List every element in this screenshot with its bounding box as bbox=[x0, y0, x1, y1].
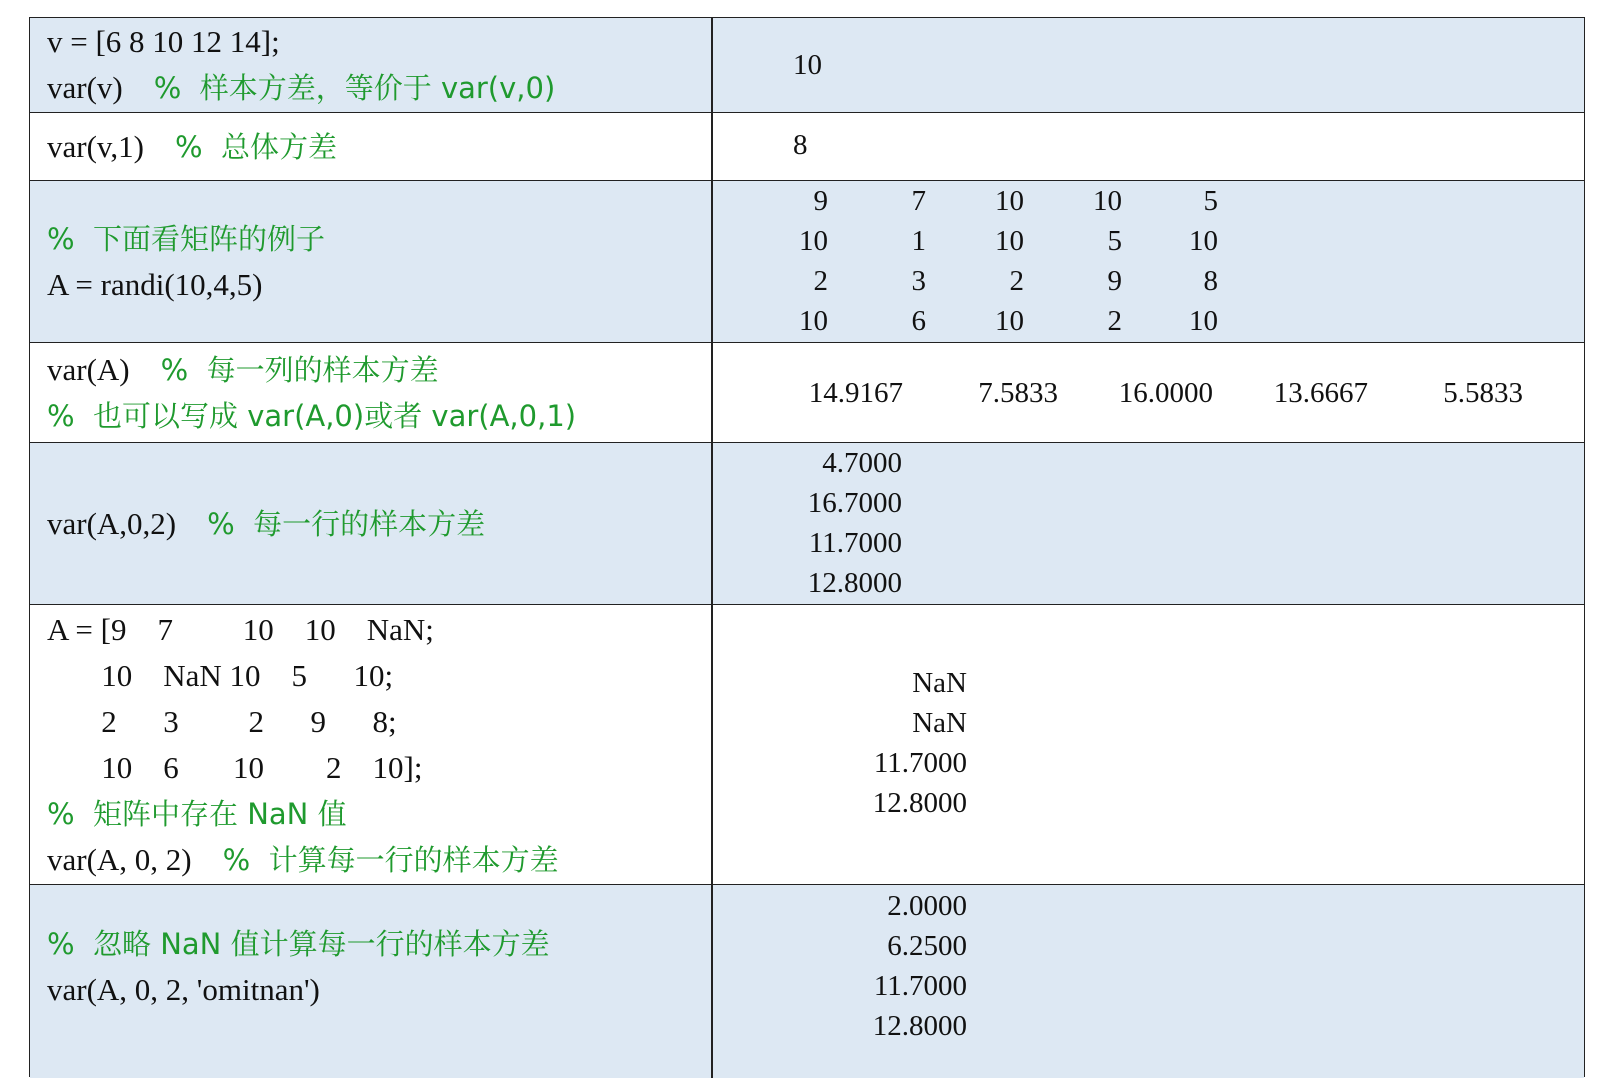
code-comment: % 样本方差，等价于 var(v,0) bbox=[153, 71, 556, 105]
code-line bbox=[47, 921, 550, 967]
table-row bbox=[30, 443, 1584, 605]
matrix-cell: 5 bbox=[1203, 185, 1218, 217]
code-cell bbox=[47, 181, 325, 342]
output-cell bbox=[713, 443, 1584, 604]
output-value: NaN bbox=[912, 667, 967, 699]
matrix-cell: 7 bbox=[911, 185, 926, 217]
matrix-cell: 10 bbox=[995, 185, 1024, 217]
output-value: 12.8000 bbox=[872, 787, 967, 819]
matrix-cell: 5 bbox=[1107, 225, 1122, 257]
matrix-cell: 6 bbox=[911, 305, 926, 337]
matrix-cell: 10 bbox=[799, 225, 828, 257]
matrix-cell: 1 bbox=[911, 225, 926, 257]
code-comment: % 下面看矩阵的例子 bbox=[47, 221, 325, 256]
code-line bbox=[47, 393, 576, 439]
output-cell bbox=[713, 605, 1584, 884]
matrix-cell: 8 bbox=[1203, 265, 1218, 297]
code-line: 10 NaN 10 5 10; bbox=[47, 657, 394, 693]
code-line: var(v,1) % 总体方差 bbox=[47, 128, 337, 164]
code-line: var(A) % 每一列的样本方差 bbox=[47, 351, 439, 387]
code-cell bbox=[47, 885, 550, 1048]
table-row bbox=[30, 181, 1584, 343]
output-value: 14.9167 bbox=[808, 377, 903, 409]
output-value: 6.2500 bbox=[887, 930, 967, 962]
table-row bbox=[30, 18, 1584, 113]
matrix-cell: 2 bbox=[1107, 305, 1122, 337]
matrix-cell: 10 bbox=[799, 305, 828, 337]
code-line: v = [6 8 10 12 14]; bbox=[47, 24, 280, 59]
code-line: 2 3 2 9 8; bbox=[47, 703, 397, 739]
matrix-cell: 3 bbox=[911, 265, 926, 297]
code-cell bbox=[47, 113, 337, 180]
output-cell bbox=[713, 18, 1584, 112]
output-cell bbox=[713, 343, 1584, 442]
output-value: 2.0000 bbox=[887, 890, 967, 922]
code-comment: % 矩阵中存在 NaN 值 bbox=[47, 796, 347, 831]
code-cell bbox=[47, 343, 576, 442]
matrix-cell: 9 bbox=[813, 185, 828, 217]
matrix-cell: 2 bbox=[813, 265, 828, 297]
code-comment: % 忽略 NaN 值计算每一行的样本方差 bbox=[47, 926, 550, 961]
matrix-cell: 9 bbox=[1107, 265, 1122, 297]
table-row bbox=[30, 605, 1584, 885]
output-value: 11.7000 bbox=[873, 970, 967, 1002]
output-cell bbox=[713, 113, 1584, 180]
code-line: var(A, 0, 2) % 计算每一行的样本方差 bbox=[47, 841, 559, 877]
output-value: 10 bbox=[793, 49, 822, 81]
code-comment: % 每一列的样本方差 bbox=[160, 352, 439, 387]
matrix-cell: 10 bbox=[995, 305, 1024, 337]
code-comment: % 计算每一行的样本方差 bbox=[222, 842, 559, 877]
code-output-table bbox=[29, 17, 1585, 1077]
code-line bbox=[47, 216, 325, 262]
output-value: 7.5833 bbox=[978, 377, 1058, 409]
output-value: 16.0000 bbox=[1118, 377, 1213, 409]
output-value: 4.7000 bbox=[822, 447, 902, 479]
table-row bbox=[30, 343, 1584, 443]
output-value: 12.8000 bbox=[872, 1010, 967, 1042]
output-value: 16.7000 bbox=[807, 487, 902, 519]
code-line: var(A,0,2) % 每一行的样本方差 bbox=[47, 505, 486, 541]
matrix-cell: 2 bbox=[1009, 265, 1024, 297]
matrix-cell: 10 bbox=[995, 225, 1024, 257]
code-cell bbox=[47, 443, 485, 604]
table-row bbox=[30, 113, 1584, 181]
code-cell bbox=[47, 605, 559, 884]
output-cell bbox=[713, 885, 1584, 1078]
output-value: 13.6667 bbox=[1273, 377, 1368, 409]
table-row bbox=[30, 885, 1584, 1078]
code-line: var(v) % 样本方差，等价于 var(v,0) bbox=[47, 70, 556, 105]
code-cell bbox=[47, 18, 555, 112]
matrix-cell: 10 bbox=[1189, 225, 1218, 257]
code-line bbox=[47, 791, 559, 837]
code-comment: % 总体方差 bbox=[174, 129, 337, 164]
code-line: A = [9 7 10 10 NaN; bbox=[47, 611, 434, 647]
code-comment: % 也可以写成 var(A,0)或者 var(A,0,1) bbox=[47, 398, 577, 433]
matrix-cell: 10 bbox=[1189, 305, 1218, 337]
output-value: 8 bbox=[793, 129, 808, 161]
output-value: 5.5833 bbox=[1443, 377, 1523, 409]
code-line: 10 6 10 2 10]; bbox=[47, 749, 423, 785]
code-comment: % 每一行的样本方差 bbox=[207, 506, 486, 541]
matrix-cell: 10 bbox=[1093, 185, 1122, 217]
output-value: NaN bbox=[912, 707, 967, 739]
output-value: 11.7000 bbox=[873, 747, 967, 779]
code-line: A = randi(10,4,5) bbox=[47, 266, 263, 302]
output-matrix bbox=[713, 181, 1584, 342]
code-line: var(A, 0, 2, 'omitnan') bbox=[47, 971, 320, 1007]
output-value: 12.8000 bbox=[807, 567, 902, 599]
output-value: 11.7000 bbox=[808, 527, 902, 559]
